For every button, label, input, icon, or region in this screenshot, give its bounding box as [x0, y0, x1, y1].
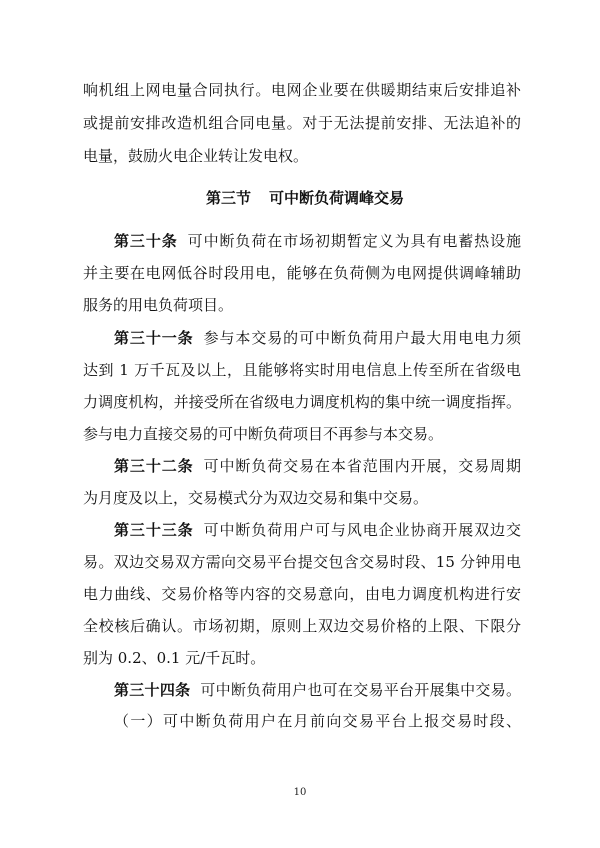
body-line: 力调度机构，并接受所在省级电力调度机构的集中统一调度指挥。	[83, 393, 521, 411]
article-label: 第三十一条	[114, 329, 194, 347]
body-line: 电力曲线、交易价格等内容的交易意向，由电力调度机构进行安	[83, 585, 521, 603]
section-number: 第三节	[205, 189, 251, 207]
article-first-line	[114, 328, 521, 348]
body-line: 达到 1 万千瓦及以上，且能够将实时用电信息上传至所在省级电	[83, 361, 521, 379]
article-first-line	[114, 520, 521, 540]
article-first-line	[114, 456, 521, 476]
page-number: 10	[293, 787, 307, 798]
body-line: 服务的用电负荷项目。	[83, 296, 234, 314]
article-first-line	[114, 231, 521, 251]
article-text: 可中断负荷在市场初期暂定义为具有电蓄热设施	[187, 232, 521, 250]
section-heading	[5, 188, 600, 208]
body-line: 响机组上网电量合同执行。电网企业要在供暖期结束后安排追补	[83, 81, 521, 99]
article-label: 第三十四条	[114, 681, 191, 699]
body-line: 别为 0.2、0.1 元/千瓦时。	[83, 649, 266, 667]
article-label: 第三十条	[114, 232, 178, 250]
body-line: 全校核后确认。市场初期，原则上双边交易价格的上限、下限分	[83, 617, 521, 635]
section-title: 可中断负荷调峰交易	[269, 189, 405, 207]
body-line: 易。双边交易双方需向交易平台提交包含交易时段、15 分钟用电	[83, 553, 521, 571]
body-line: 电量，鼓励火电企业转让发电权。	[83, 147, 309, 165]
article-text: 可中断负荷用户可与风电企业协商开展双边交	[203, 521, 521, 539]
body-line: 或提前安排改造机组合同电量。对于无法提前安排、无法追补的	[83, 114, 521, 132]
article-first-line	[114, 680, 521, 700]
article-text: 参与本交易的可中断负荷用户最大用电电力须	[203, 329, 521, 347]
article-text: 可中断负荷用户也可在交易平台开展集中交易。	[200, 681, 521, 699]
item-text: 可中断负荷用户在月前向交易平台上报交易时段、	[163, 712, 521, 730]
body-line: 参与电力直接交易的可中断负荷项目不再参与本交易。	[83, 425, 444, 443]
item-line	[114, 711, 521, 731]
body-line: 为月度及以上，交易模式分为双边交易和集中交易。	[83, 489, 429, 507]
article-label: 第三十三条	[114, 521, 194, 539]
item-marker: （一）	[114, 712, 163, 730]
body-line: 并主要在电网低谷时段用电，能够在负荷侧为电网提供调峰辅助	[83, 264, 521, 282]
article-text: 可中断负荷交易在本省范围内开展，交易周期	[203, 457, 521, 475]
article-label: 第三十二条	[114, 457, 194, 475]
